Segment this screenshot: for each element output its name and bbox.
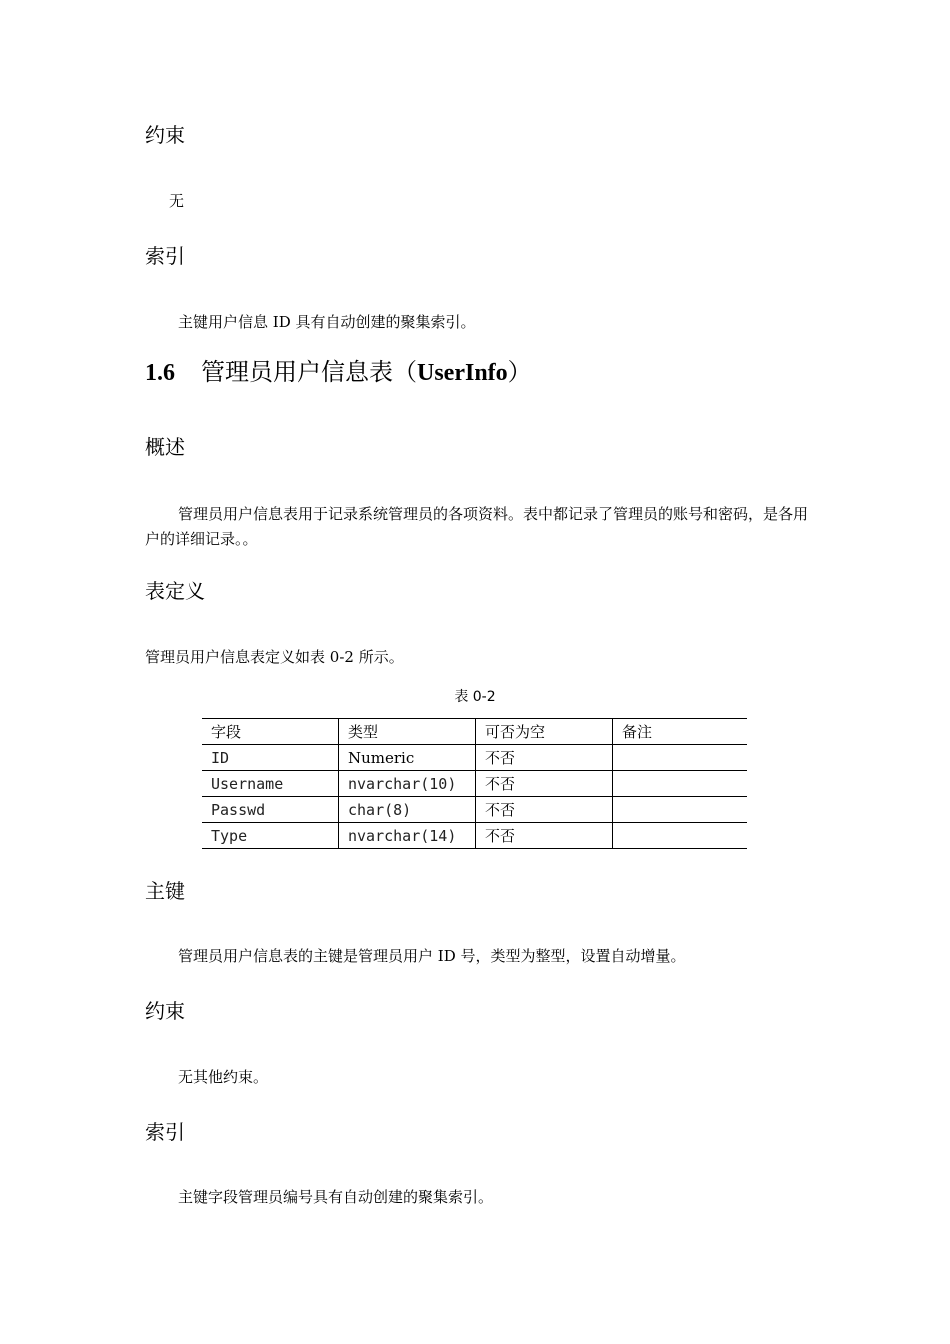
cell-remarks xyxy=(613,745,748,771)
constraint-heading-2: 约束 xyxy=(145,999,185,1023)
table-definition-text: 管理员用户信息表定义如表 0-2 所示。 xyxy=(145,648,404,666)
index-text: 主键用户信息 ID 具有自动创建的聚集索引。 xyxy=(178,313,476,331)
table-row xyxy=(202,797,747,823)
table-header-row xyxy=(202,719,747,745)
overview-heading: 概述 xyxy=(145,435,185,459)
header-remarks: 备注 xyxy=(613,719,748,745)
constraint-heading: 约束 xyxy=(145,123,185,147)
table-row xyxy=(202,771,747,797)
index-heading-2: 索引 xyxy=(145,1120,185,1144)
section-title: 管理员用户信息表（UserInfo） xyxy=(201,358,532,386)
header-type: 类型 xyxy=(339,719,476,745)
cell-nullable: 不否 xyxy=(476,771,613,797)
cell-field: ID xyxy=(202,745,339,771)
table-row xyxy=(202,745,747,771)
cell-nullable: 不否 xyxy=(476,745,613,771)
header-nullable: 可否为空 xyxy=(476,719,613,745)
cell-type: nvarchar(14) xyxy=(339,823,476,849)
header-field: 字段 xyxy=(202,719,339,745)
cell-field: Type xyxy=(202,823,339,849)
table-definition-heading: 表定义 xyxy=(145,579,205,603)
definition-table xyxy=(202,718,747,849)
constraint-text-2: 无其他约束。 xyxy=(178,1068,269,1086)
cell-nullable: 不否 xyxy=(476,797,613,823)
table-row xyxy=(202,823,747,849)
overview-text: 管理员用户信息表用于记录系统管理员的各项资料。表中都记录了管理员的账号和密码，是各用户的详细记录。。 xyxy=(145,505,809,548)
index-heading: 索引 xyxy=(145,244,185,268)
cell-nullable: 不否 xyxy=(476,823,613,849)
section-number: 1.6 xyxy=(145,360,175,386)
index-text-2: 主键字段管理员编号具有自动创建的聚集索引。 xyxy=(178,1188,494,1206)
cell-remarks xyxy=(613,771,748,797)
cell-remarks xyxy=(613,797,748,823)
primary-key-text: 管理员用户信息表的主键是管理员用户 ID 号，类型为整型，设置自动增量。 xyxy=(178,947,686,965)
cell-type: Numeric xyxy=(339,745,476,771)
cell-field: Passwd xyxy=(202,797,339,823)
primary-key-heading: 主键 xyxy=(145,879,185,903)
section-heading xyxy=(145,357,532,388)
table-caption: 表 0-2 xyxy=(454,689,496,705)
cell-field: Username xyxy=(202,771,339,797)
cell-type: char(8) xyxy=(339,797,476,823)
cell-type: nvarchar(10) xyxy=(339,771,476,797)
constraint-text: 无 xyxy=(169,192,185,210)
cell-remarks xyxy=(613,823,748,849)
